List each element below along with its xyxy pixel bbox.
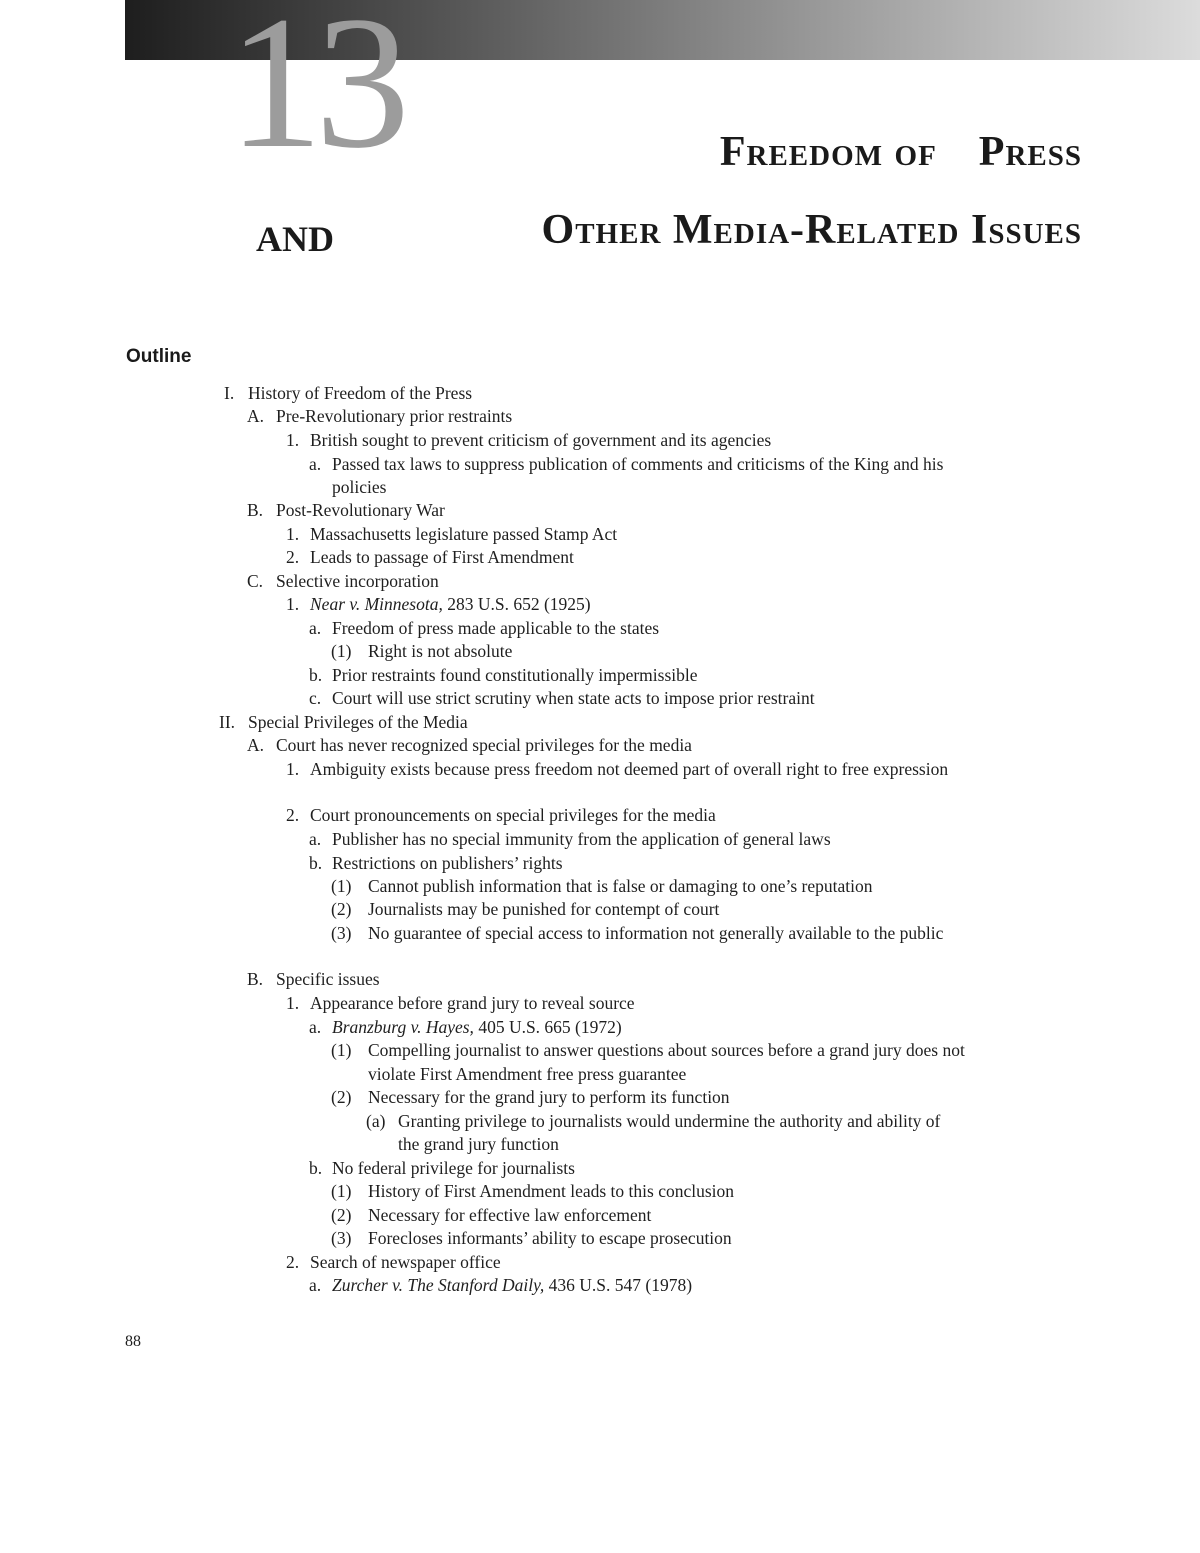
outline-marker: (2) <box>331 1205 352 1225</box>
outline-marker: b. <box>309 665 323 685</box>
case-citation: 405 U.S. 665 (1972) <box>473 1017 622 1037</box>
outline-marker: A. <box>247 735 265 755</box>
outline-text: Forecloses informants’ ability to escape prosecution <box>368 1228 732 1248</box>
outline-marker: (1) <box>331 876 352 896</box>
outline-marker: C. <box>247 571 264 591</box>
outline-text: Passed tax laws to suppress publication of comments and criticisms of the King and his <box>332 454 944 474</box>
outline-marker: 1. <box>286 993 300 1013</box>
outline-text: Freedom of press made applicable to the states <box>332 618 660 638</box>
chapter-title-line-2: Other Media-Related Issues <box>541 207 1082 253</box>
outline-text: British sought to prevent criticism of government and its agencies <box>310 430 772 450</box>
outline-marker: b. <box>309 853 323 873</box>
outline-text: the grand jury function <box>398 1134 559 1154</box>
outline-text: Right is not absolute <box>368 641 513 661</box>
outline-marker: a. <box>309 829 322 849</box>
outline-marker: (3) <box>331 1228 352 1248</box>
outline-text: Publisher has no special immunity from the application of general laws <box>332 829 831 849</box>
outline-marker: 2. <box>286 805 300 825</box>
outline-marker: A. <box>247 406 265 426</box>
case-name: Zurcher v. The Stanford Daily, <box>332 1275 545 1295</box>
outline-text: Compelling journalist to answer questions about sources before a grand jury does not <box>368 1040 965 1060</box>
outline-marker: (1) <box>331 641 352 661</box>
outline-text: Appearance before grand jury to reveal source <box>310 993 635 1013</box>
outline-marker: 1. <box>286 759 300 779</box>
chapter-title-part-a: Freedom of <box>719 129 937 175</box>
outline-marker: (1) <box>331 1181 352 1201</box>
outline-marker: a. <box>309 1017 322 1037</box>
chapter-title-and: AND <box>256 219 334 259</box>
outline-marker: a. <box>309 618 322 638</box>
case-citation: 283 U.S. 652 (1925) <box>442 594 591 614</box>
page-number: 88 <box>125 1333 141 1350</box>
outline-marker: (2) <box>331 1087 352 1107</box>
outline-text: violate First Amendment free press guarantee <box>368 1064 687 1084</box>
outline-text: Journalists may be punished for contempt of court <box>368 899 720 919</box>
outline-text: Court pronouncements on special privileges for the media <box>310 805 716 825</box>
outline-text: Ambiguity exists because press freedom not deemed part of overall right to free expression <box>310 759 949 779</box>
outline-marker: 1. <box>286 524 300 544</box>
case-name: Branzburg v. Hayes, <box>332 1017 474 1037</box>
outline-marker: c. <box>309 688 322 708</box>
outline-marker: b. <box>309 1158 323 1178</box>
outline-text: History of First Amendment leads to this conclusion <box>368 1181 735 1201</box>
outline-marker: (1) <box>331 1040 352 1060</box>
outline-marker: 1. <box>286 430 300 450</box>
outline-text <box>332 1017 622 1037</box>
outline-text: Court will use strict scrutiny when state acts to impose prior restraint <box>332 688 815 708</box>
outline-marker: a. <box>309 1275 322 1295</box>
outline-text: Search of newspaper office <box>310 1252 501 1272</box>
outline-marker: I. <box>224 383 235 403</box>
outline-text: No guarantee of special access to information not generally available to the public <box>368 923 944 943</box>
outline-text: Prior restraints found constitutionally impermissible <box>332 665 698 685</box>
outline-marker: (3) <box>331 923 352 943</box>
case-name: Near v. Minnesota, <box>310 594 443 614</box>
outline-text: policies <box>332 477 387 497</box>
outline-marker: 1. <box>286 594 300 614</box>
outline-text: Selective incorporation <box>276 571 439 591</box>
outline-text: Leads to passage of First Amendment <box>310 547 574 567</box>
outline-text: Massachusetts legislature passed Stamp Act <box>310 524 618 544</box>
chapter-title-part-b: Press <box>978 129 1082 175</box>
outline-text: History of Freedom of the Press <box>248 383 473 403</box>
outline-heading: Outline <box>126 346 192 367</box>
outline-marker: (a) <box>366 1111 386 1131</box>
chapter-title-line-1 <box>720 128 1082 176</box>
outline-text: Special Privileges of the Media <box>248 712 468 732</box>
case-citation: 436 U.S. 547 (1978) <box>544 1275 693 1295</box>
outline-text: Restrictions on publishers’ rights <box>332 853 563 873</box>
outline-marker: B. <box>247 500 264 520</box>
outline-text <box>310 594 591 614</box>
outline-marker: 2. <box>286 1252 300 1272</box>
outline-text: Court has never recognized special privileges for the media <box>276 735 692 755</box>
outline-text: Necessary for the grand jury to perform its function <box>368 1087 730 1107</box>
outline-text: No federal privilege for journalists <box>332 1158 575 1178</box>
outline-text: Granting privilege to journalists would undermine the authority and ability of <box>398 1111 941 1131</box>
outline-text <box>332 1275 692 1295</box>
outline-text: Necessary for effective law enforcement <box>368 1205 652 1225</box>
outline-marker: II. <box>219 712 236 732</box>
outline-marker: 2. <box>286 547 300 567</box>
chapter-number: 13 <box>228 0 402 188</box>
outline-marker: (2) <box>331 899 352 919</box>
outline-text: Pre-Revolutionary prior restraints <box>276 406 513 426</box>
outline-text: Post-Revolutionary War <box>276 500 445 520</box>
outline-marker: a. <box>309 454 322 474</box>
outline-text: Specific issues <box>276 969 380 989</box>
outline-text: Cannot publish information that is false or damaging to one’s reputation <box>368 876 873 896</box>
outline-marker: B. <box>247 969 264 989</box>
